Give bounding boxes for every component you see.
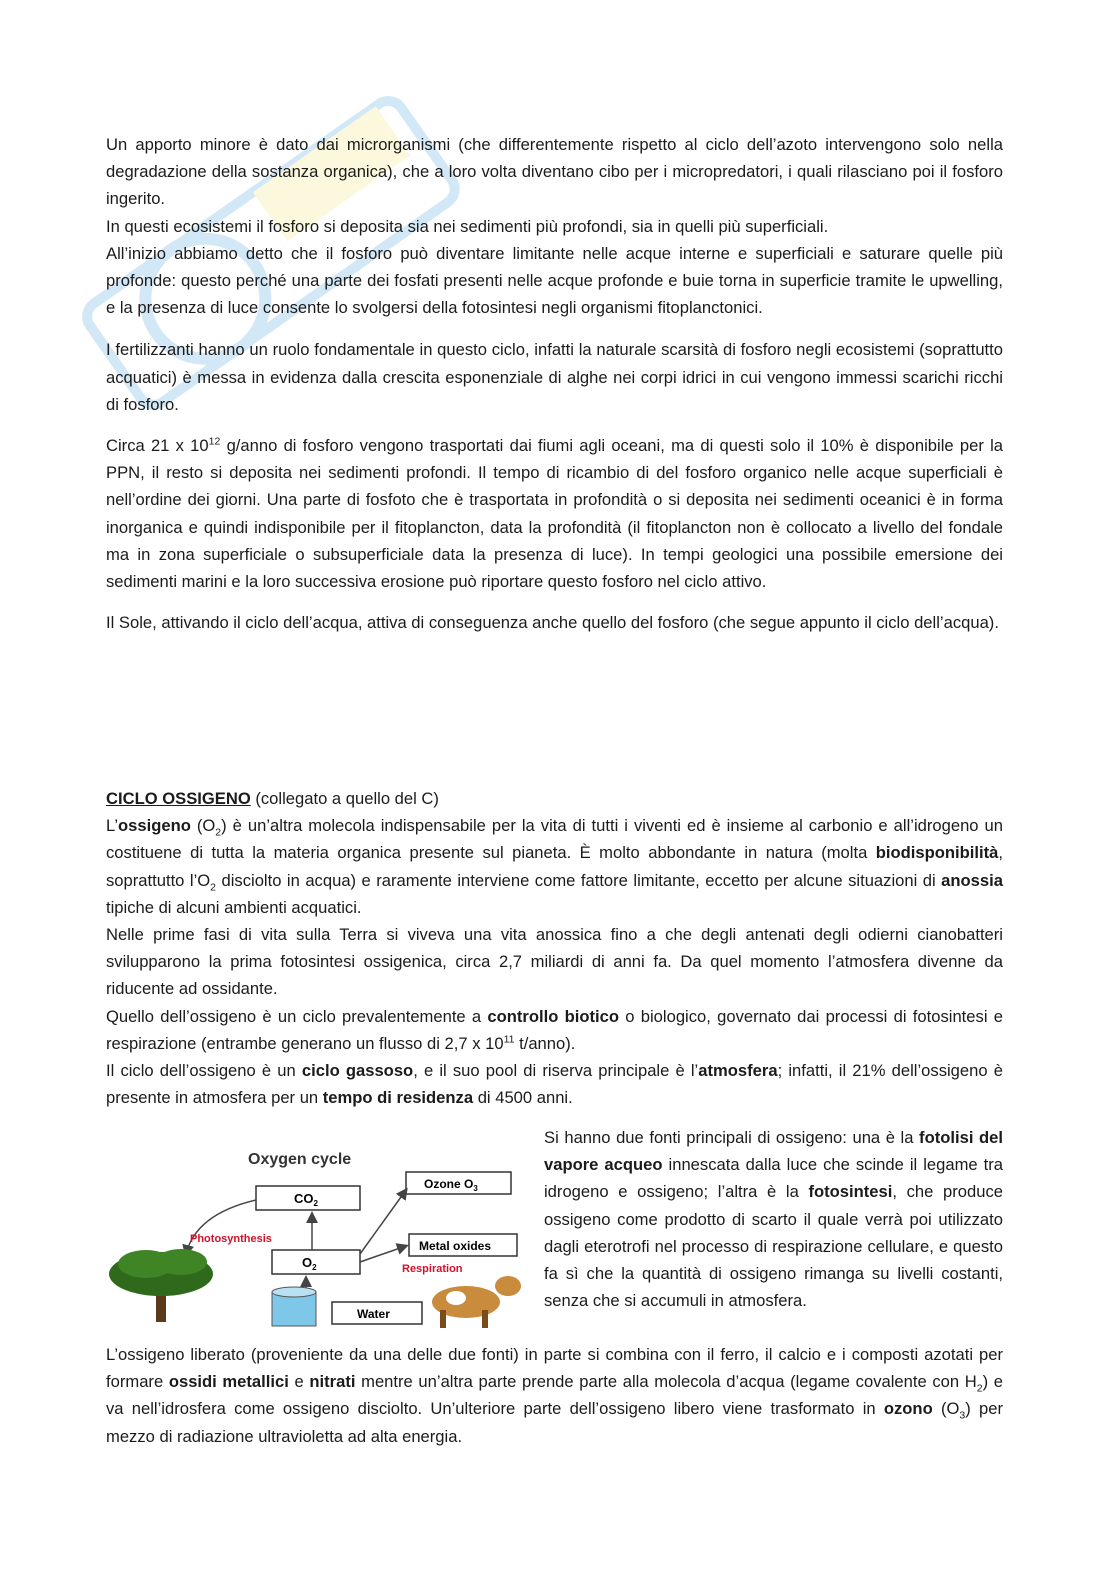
arrow-photosynthesis bbox=[186, 1200, 256, 1254]
svg-text:Ozone O3: Ozone $O_3$ bbox=[424, 1177, 478, 1193]
svg-text:CO2: $CO_2$ bbox=[294, 1191, 318, 1208]
metal-oxides-box bbox=[409, 1234, 517, 1256]
oxygen-section bbox=[106, 785, 1003, 1111]
paragraph-controllo-biotico: Quello dell’ossigeno è un ciclo prevalentemente a controllo biotico o biologico, governato dai processi di fotosintesi e respirazione (entrambe generano un flusso di 2,7 x $10^{11}$ t/anno). bbox=[106, 1006, 1003, 1053]
fonti-ossigeno-paragraph: Si hanno due fonti principali di ossigeno: una è la fotolisi del vapore acqueo innescata dalla luce che scinde il legame tra idrogeno e ossigeno; l’altra è la fotosintesi, che produce ossigeno come prodotto di scarto il quale verrà poi utilizzato dagli eterotrofi nel processo di respirazione cellulare, e questo fa sì che la quantità di ossigeno rimanga su livelli costanti, senza che si accumuli in atmosfera. bbox=[544, 1128, 1003, 1311]
paragraph-anossica: Nelle prime fasi di vita sulla Terra si viveva una vita anossica fino a che degli antenati degli odierni cianobatteri svilupparono la prima fotosintesi ossigenica, circa 2,7 miliardi di anni fa. Da quel momento l’atmosfera divenne da riducente ad ossidante. bbox=[106, 925, 1003, 999]
paragraph-sedimenti: In questi ecosistemi il fosforo si deposita sia nei sedimenti più profondi, sia in quelli più superficiali. bbox=[106, 216, 829, 236]
svg-text:Metal oxides: Metal oxides bbox=[419, 1239, 492, 1253]
oxygen-cycle-diagram bbox=[106, 1134, 528, 1334]
paragraph-sole: Il Sole, attivando il ciclo dell’acqua, attiva di conseguenza anche quello del fosforo (che segue appunto il ciclo dell’acqua). bbox=[106, 613, 999, 633]
water-beaker-icon bbox=[272, 1287, 316, 1326]
water-box bbox=[332, 1302, 422, 1324]
label-photosynthesis: Photosynthesis bbox=[190, 1233, 272, 1245]
arrow-o2-ozone bbox=[360, 1190, 406, 1254]
svg-text:O2: $O_2$ bbox=[302, 1255, 317, 1272]
tree-icon bbox=[109, 1249, 213, 1322]
arrow-o2-metal bbox=[360, 1246, 406, 1262]
phosphorus-section bbox=[106, 131, 1003, 636]
paragraph-flusso-fosforo: Circa 21 x $10^{12}$ g/anno di fosforo vengono trasportati dai fiumi agli oceani, ma di questi solo il 10% è disponibile per la PPN, il resto si deposita nei sedimenti profondi. Il tempo di ricambio di del fosforo organico nelle acque superficiali è nell’ordine dei giorni. Una parte di fosfoto che è trasportata in profondità o si deposita nei sedimenti oceanici è in forma inorganica e quindi indisponibile per il fitoplancton, data la profondità (il fitoplancton non è collocato a livello del fondale ma in zona superficiale o subsuperficiale data la presenza di luce). In tempi geologici una possibile emersione dei sedimenti marini e la loro successiva erosione può riportare questo fosforo nel ciclo attivo. bbox=[106, 435, 1004, 592]
paragraph-upwelling: All’inizio abbiamo detto che il fosforo può diventare limitante nelle acque interne e superficiali e saturare quelle più profonde: questo perché una parte dei fosfati presenti nelle acque profonde e buie torna in superficie tramite le upwelling, e la presenza di luce consente lo svolgersi della fotosintesi negli organismi fitoplanctonici. bbox=[106, 243, 1003, 318]
ozone-box bbox=[406, 1172, 511, 1194]
section-title: CICLO OSSIGENO bbox=[106, 789, 251, 808]
paragraph-fertilizzanti: I fertilizzanti hanno un ruolo fondamentale in questo ciclo, infatti la naturale scarsità di fosforo negli ecosistemi (soprattutto acquatici) è messa in evidenza dalla crescita esponenziale di alghe nei corpi idrici in cui vengono immessi scarichi ricchi di fosforo. bbox=[106, 340, 1003, 414]
co2-box bbox=[256, 1186, 360, 1210]
o2-box bbox=[272, 1250, 360, 1274]
oxygen-heading: CICLO OSSIGENO (collegato a quello del C) bbox=[106, 789, 439, 808]
cow-icon bbox=[432, 1276, 521, 1328]
label-respiration: Respiration bbox=[402, 1263, 463, 1275]
paragraph-ossigeno-intro: L’ossigeno $(O_2)$ è un’altra molecola indispensabile per la vita di tutti i viventi ed è insieme al carbonio e all’idrogeno un costituene di tutta la materia organica presente sul pianeta. È molto abbondante in natura (molta biodisponibilità, soprattutto $l’O_2$ disciolto in acqua) e raramente interviene come fattore limitante, eccetto per alcune situazioni di anossia tipiche di alcuni ambienti acquatici. bbox=[106, 816, 1003, 917]
svg-text:Water: Water bbox=[357, 1307, 390, 1321]
diagram-title: Oxygen cycle bbox=[248, 1151, 352, 1168]
paragraph-microrganismi: Un apporto minore è dato dai microrganismi (che differentemente rispetto al ciclo dell’azoto intervengono solo nella degradazione della sostanza organica), che a loro volta diventano cibo per i micropredatori, i quali rilasciano poi il fosforo ingerito. bbox=[106, 135, 1003, 209]
ossigeno-liberato-paragraph: L’ossigeno liberato (proveniente da una delle due fonti) in parte si combina con il ferro, il calcio e i composti azotati per formare ossidi metallici e nitrati mentre un’altra parte prende parte alla molecola d’acqua (legame covalente con $H_2$) e va nell’idrosfera come ossigeno disciolto. Un’ulteriore parte dell’ossigeno libero viene trasformato in ozono $(O_3)$ per mezzo di radiazione ultravioletta ad alta energia. bbox=[106, 1345, 1003, 1446]
paragraph-ciclo-gassoso: Il ciclo dell’ossigeno è un ciclo gassoso, e il suo pool di riserva principale è l’atmosfera; infatti, il 21% dell’ossigeno è presente in atmosfera per un tempo di residenza di 4500 anni. bbox=[106, 1061, 1003, 1108]
